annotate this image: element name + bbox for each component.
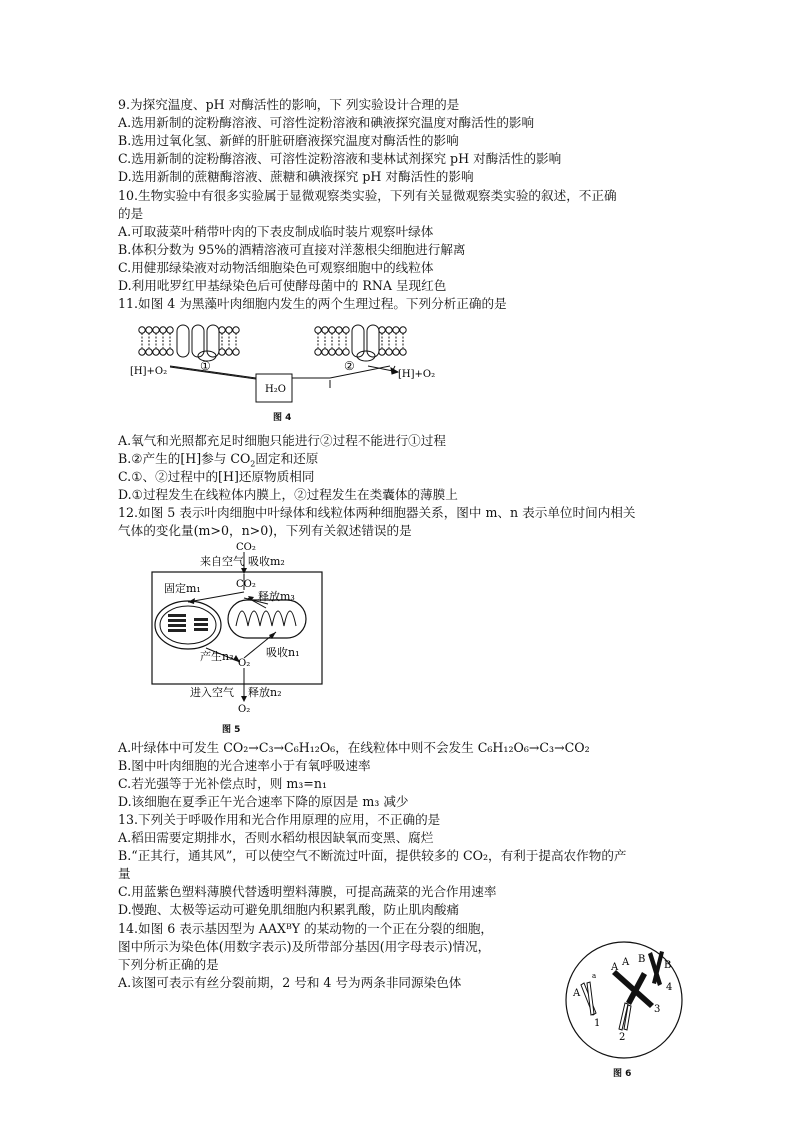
chromosome-1: [581, 982, 596, 1015]
question-10-option-a: A.可取菠菜叶稍带叶肉的下表皮制成临时装片观察叶绿体: [118, 224, 434, 239]
question-13-option-a: A.稻田需要定期排水，否则水稻幼根因缺氧而变黑、腐烂: [118, 830, 434, 845]
chromosome-label-4: 4: [666, 982, 673, 993]
fix-m1-label: 固定m₁: [164, 582, 201, 595]
question-11-stem: 11.如图 4 为黑藻叶肉细胞内发生的两个生理过程。下列分析正确的是: [118, 296, 507, 311]
question-11-option-c: C.①、②过程中的[H]还原物质相同: [118, 469, 315, 484]
figure-4-caption: 图 4: [273, 413, 292, 423]
gene-A-top-2: A: [622, 957, 630, 968]
figure-6-caption: 图 6: [613, 1069, 632, 1079]
question-14-stem-cont: 图中所示为染色体(用数字表示)及所带部分基因(用字母表示)情况，: [118, 939, 491, 954]
process-2-mark: ②: [344, 359, 355, 373]
o2-mid-label: O₂: [238, 658, 251, 669]
into-air-label: 进入空气: [190, 686, 234, 699]
question-9-option-d: D.选用新制的蔗糖酶溶液、蔗糖和碘液探究 pH 对酶活性的影响: [118, 169, 474, 184]
question-11-option-b: B.②产生的[H]参与 $CO_2$固定和还原: [118, 451, 319, 469]
release-n2-label: 释放n₂: [248, 686, 282, 699]
chloroplast-shape: [155, 601, 221, 649]
question-12-option-d: D.该细胞在夏季正午光合速率下降的原因是 m₃ 减少: [118, 794, 409, 809]
question-13-option-d: D.慢跑、太极等运动可避免肌细胞内积累乳酸，防止肌肉酸痛: [118, 902, 460, 917]
figure-6-cell-diagram: [556, 938, 696, 1063]
question-10-option-c: C.用健那绿染液对动物活细胞染色可观察细胞中的线粒体: [118, 260, 434, 275]
question-14-stem-cont2: 下列分析正确的是: [118, 957, 219, 972]
gene-a-small: a: [592, 972, 597, 980]
question-9-option-c: C.选用新制的淀粉酶溶液、可溶性淀粉溶液和斐林试剂探究 pH 对酶活性的影响: [118, 151, 562, 166]
process-1-mark: ①: [200, 359, 211, 373]
o2-bottom-label: O₂: [238, 704, 251, 715]
chromosome-4: [648, 951, 664, 986]
grana: [168, 614, 208, 632]
right-product-label: [H]+O₂: [398, 369, 436, 380]
question-12-option-a: A.叶绿体中可发生 CO₂→C₃→C₆H₁₂O₆，在线粒体中则不会发生 C₆H₁₂O₆→C₃→CO₂: [118, 740, 590, 755]
co2-top-label: CO₂: [236, 542, 256, 553]
left-product-label: [H]+O₂: [130, 366, 168, 377]
question-10-option-d: D.利用吡罗红甲基绿染色后可使酵母菌中的 RNA 呈现红色: [118, 278, 447, 293]
gene-B-right: B: [664, 960, 672, 971]
release-m3-label: 释放m₃: [258, 590, 295, 603]
question-11-option-a: A.氧气和光照都充足时细胞只能进行②过程不能进行①过程: [118, 433, 446, 448]
produce-n3-label: 产生n₃: [200, 650, 234, 663]
chromosome-2: [619, 1003, 631, 1030]
question-12-stem-cont: 气体的变化量(m>0，n>0)，下列有关叙述错误的是: [118, 523, 412, 538]
question-13-option-c: C.用蓝紫色塑料薄膜代替透明塑料薄膜，可提高蔬菜的光合作用速率: [118, 884, 497, 899]
question-10-option-b: B.体积分数为 95%的酒精溶液可直接对洋葱根尖细胞进行解离: [118, 242, 466, 257]
chromosome-label-3: 3: [654, 1004, 661, 1015]
question-13-option-b: B.“正其行，通其风”，可以使空气不断流过叶面，提供较多的 CO₂，有利于提高农作物的产: [118, 848, 627, 863]
absorb-n1-label: 吸收n₁: [266, 646, 300, 659]
question-11-option-d: D.①过程发生在线粒体内膜上，②过程发生在类囊体的薄膜上: [118, 487, 458, 502]
figure-5-diagram: [148, 540, 328, 722]
question-12-stem: 12.如图 5 表示叶肉细胞中叶绿体和线粒体两种细胞器关系，图中 m、n 表示单位时间内相关: [118, 505, 636, 520]
gene-B-top: B: [638, 954, 646, 965]
question-14-stem: 14.如图 6 表示基因型为 AAXᴮY 的某动物的一个正在分裂的细胞，: [118, 921, 494, 936]
question-12-option-b: B.图中叶肉细胞的光合速率小于有氧呼吸速率: [118, 758, 371, 773]
question-13-option-b-cont: 量: [118, 866, 131, 881]
chromosome-label-2: 2: [619, 1032, 626, 1043]
chromosome-label-1: 1: [594, 1018, 601, 1029]
gene-A-top-1: A: [611, 962, 619, 973]
question-10-stem-cont: 的是: [118, 206, 144, 221]
question-9-option-b: B.选用过氧化氢、新鲜的肝脏研磨液探究温度对酶活性的影响: [118, 133, 459, 148]
question-13-stem: 13.下列关于呼吸作用和光合作用原理的应用，不正确的是: [118, 812, 441, 827]
water-label: H₂O: [265, 384, 286, 395]
membrane-right: [315, 325, 406, 361]
question-10-stem: 10.生物实验中有很多实验属于显微观察类实验，下列有关显微观察类实验的叙述，不正确: [118, 188, 617, 203]
membrane-left: [139, 325, 239, 361]
co2-mid-label: CO₂: [236, 579, 256, 590]
question-9-stem: 9.为探究温度、pH 对酶活性的影响，下 列实验设计合理的是: [118, 97, 460, 112]
question-9-option-a: A.选用新制的淀粉酶溶液、可溶性淀粉溶液和碘液探究温度对酶活性的影响: [118, 115, 535, 130]
gene-A-left: A: [573, 988, 581, 999]
question-12-option-c: C.若光强等于光补偿点时，则 m₃=n₁: [118, 776, 328, 791]
from-air-label: 来自空气: [200, 555, 244, 568]
question-14-option-a: A.该图可表示有丝分裂前期，2 号和 4 号为两条非同源染色体: [118, 975, 462, 990]
chromosome-3: [612, 970, 654, 1008]
absorb-m2-label: 吸收m₂: [248, 555, 285, 568]
figure-5-caption: 图 5: [222, 725, 241, 735]
